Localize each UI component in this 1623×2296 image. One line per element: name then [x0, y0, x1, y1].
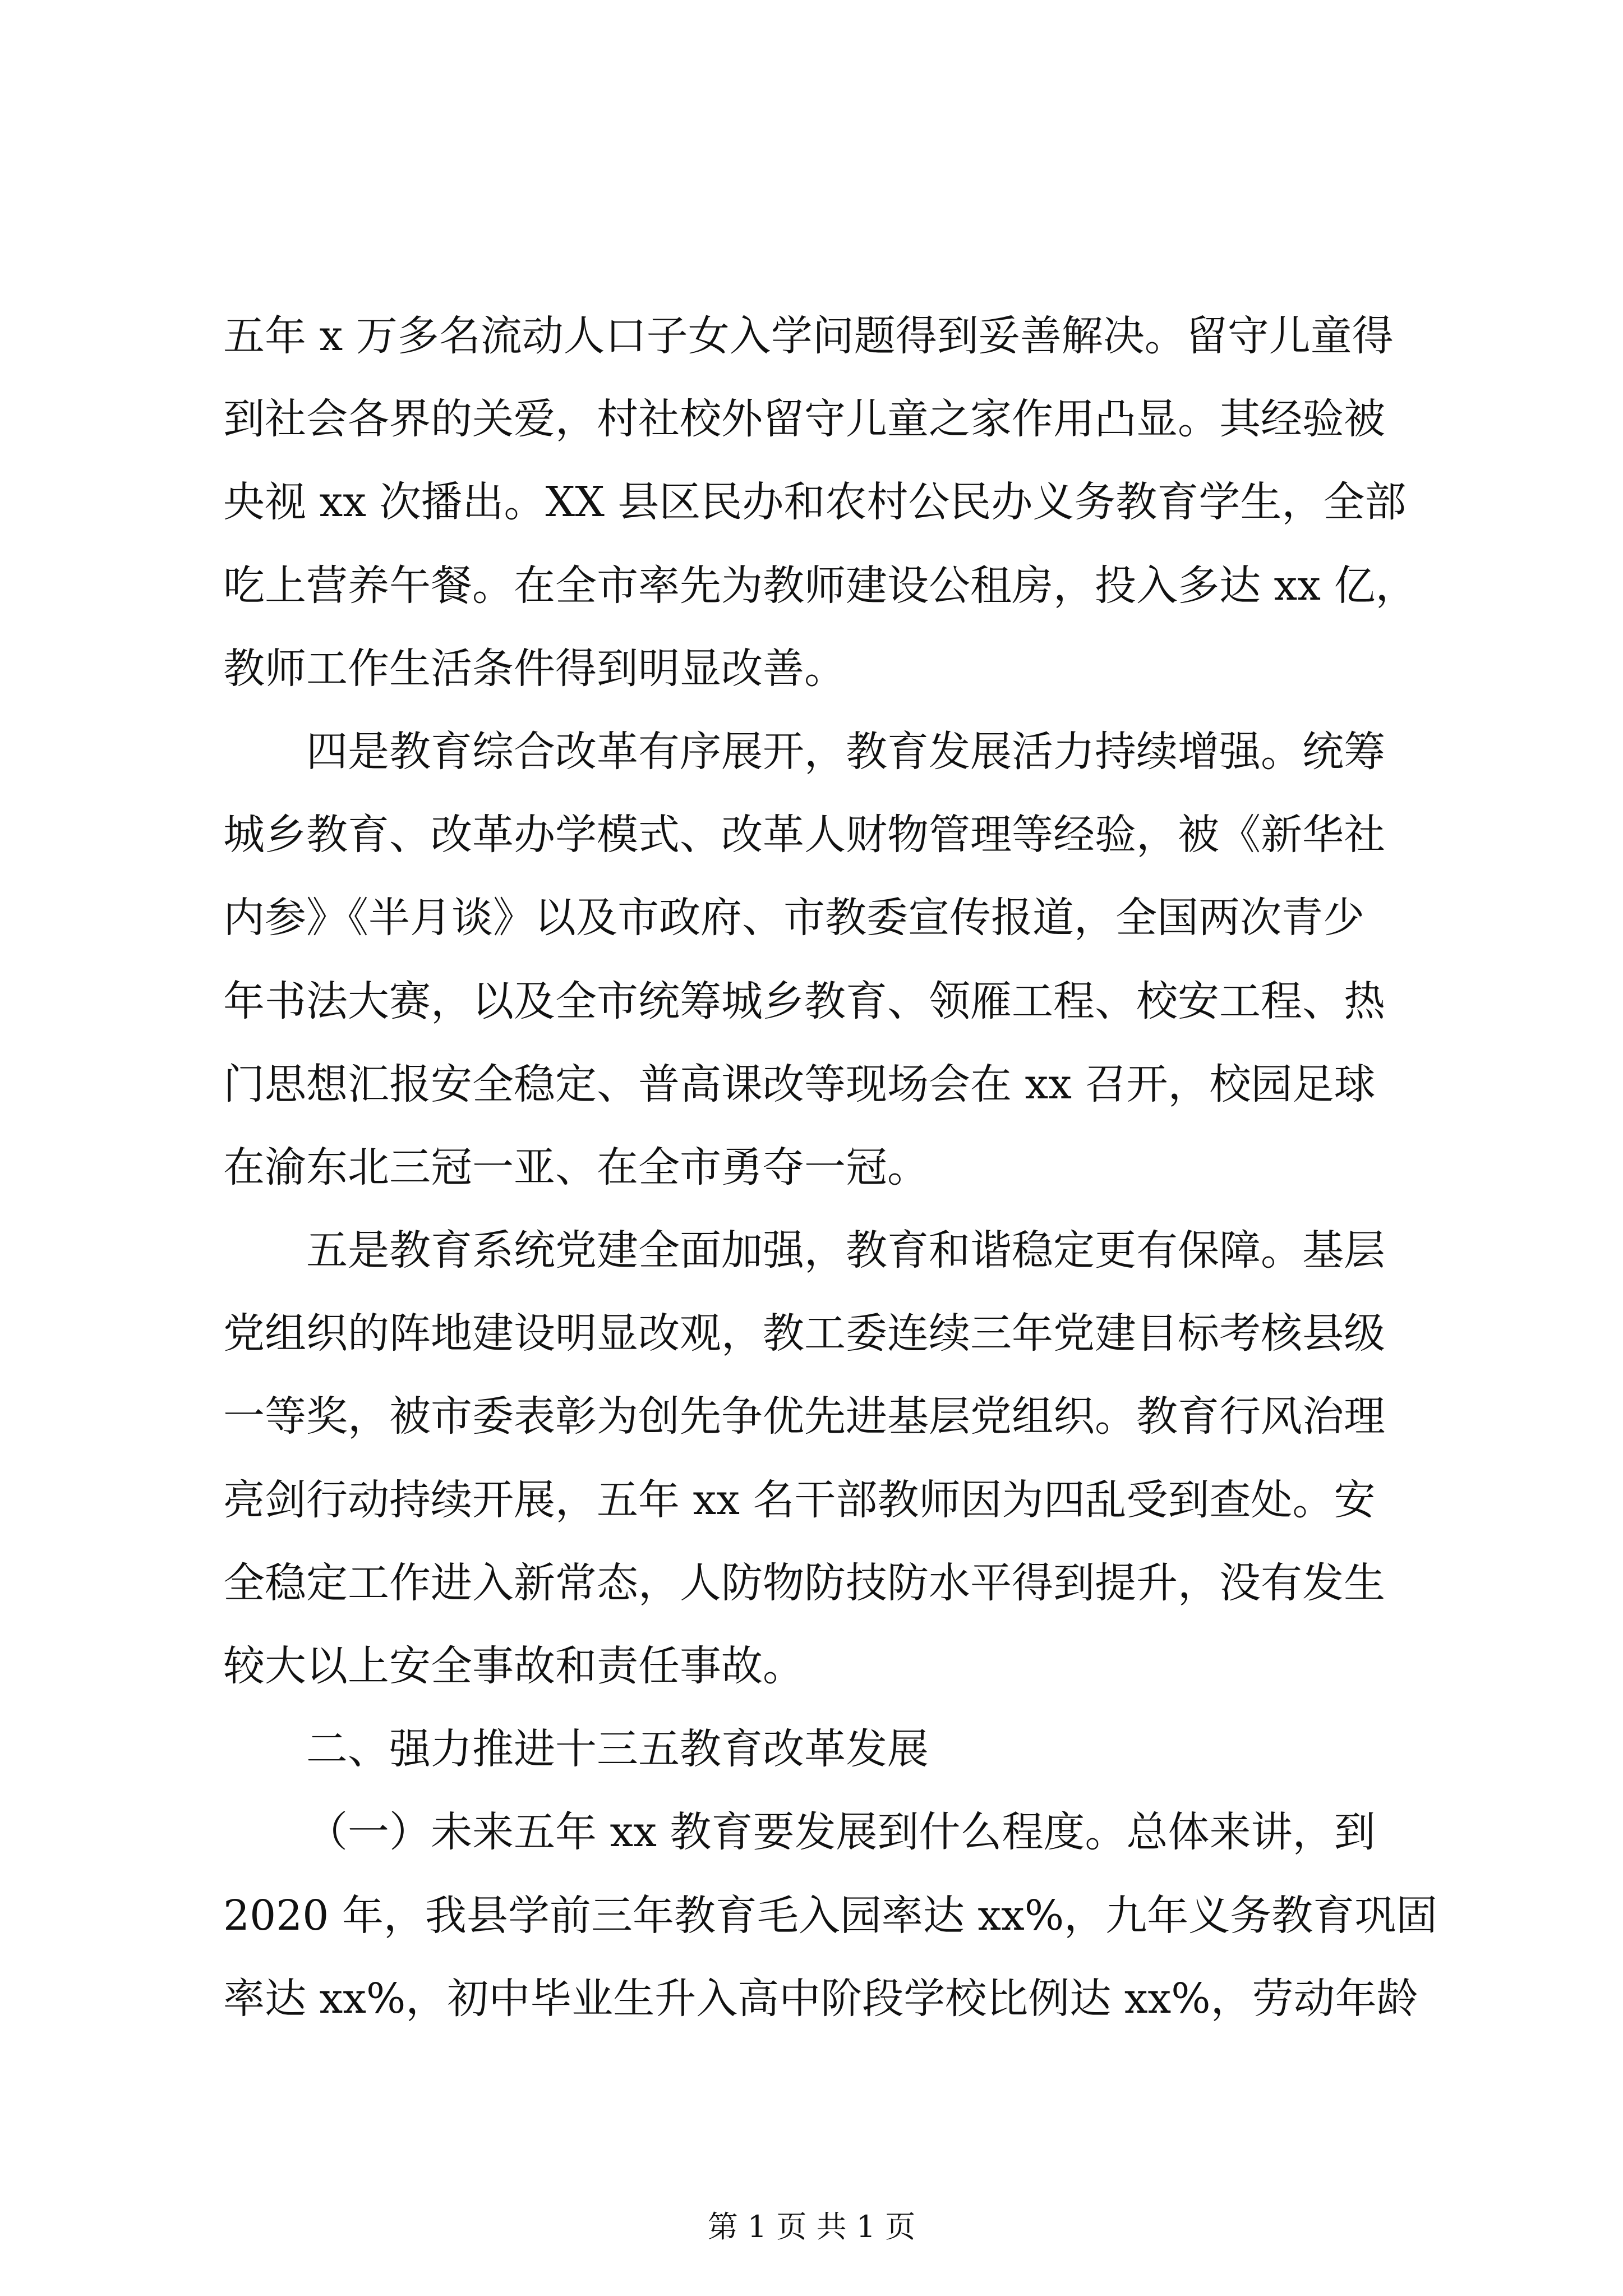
text-line: 吃上营养午餐。在全市率先为教师建设公租房，投入多达 xx 亿，: [223, 561, 1417, 610]
subsection-heading-line: （一）未来五年 xx 教育要发展到什么程度。总体来讲，到: [306, 1808, 1376, 1857]
paragraph-start-line: 五是教育系统党建全面加强，教育和谐稳定更有保障。基层: [306, 1226, 1385, 1275]
text-line: 2020 年，我县学前三年教育毛入园率达 xx%，九年义务教育巩固: [223, 1891, 1438, 1940]
text-line: 亮剑行动持续开展，五年 xx 名干部教师因为四乱受到查处。安: [223, 1475, 1376, 1524]
text-line: 率达 xx%，初中毕业生升入高中阶段学校比例达 xx%，劳动年龄: [223, 1974, 1418, 2023]
text-line: 城乡教育、改革办学模式、改革人财物管理等经验，被《新华社: [223, 811, 1385, 859]
text-line: 在渝东北三冠一亚、在全市勇夺一冠。: [223, 1143, 929, 1191]
document-body: [223, 295, 1438, 2040]
text-line: 教师工作生活条件得到明显改善。: [223, 644, 846, 693]
text-line: 较大以上安全事故和责任事故。: [223, 1642, 804, 1690]
text-line: 年书法大赛，以及全市统筹城乡教育、领雁工程、校安工程、热: [223, 977, 1385, 1025]
text-line: 内参》《半月谈》以及市政府、市教委宣传报道，全国两次青少: [223, 894, 1364, 942]
page-footer: 第 1 页 共 1 页: [707, 2209, 916, 2244]
text-line: 门思想汇报安全稳定、普高课改等现场会在 xx 召开，校园足球: [223, 1060, 1376, 1108]
text-line: 五年 x 万多名流动人口子女入学问题得到妥善解决。留守儿童得: [223, 312, 1394, 360]
text-line: 全稳定工作进入新常态，人防物防技防水平得到提升，没有发生: [223, 1558, 1385, 1607]
text-line: 党组织的阵地建设明显改观，教工委连续三年党建目标考核县级: [223, 1309, 1385, 1358]
text-line: 一等奖，被市委表彰为创先争优先进基层党组织。教育行风治理: [223, 1392, 1385, 1441]
paragraph-start-line: 四是教育综合改革有序展开，教育发展活力持续增强。统筹: [306, 727, 1385, 776]
text-line: 央视 xx 次播出。XX 县区民办和农村公民办义务教育学生，全部: [223, 478, 1407, 527]
section-heading: 二、强力推进十三五教育改革发展: [306, 1725, 929, 1774]
text-line: 到社会各界的关爱，村社校外留守儿童之家作用凸显。其经验被: [223, 395, 1385, 444]
